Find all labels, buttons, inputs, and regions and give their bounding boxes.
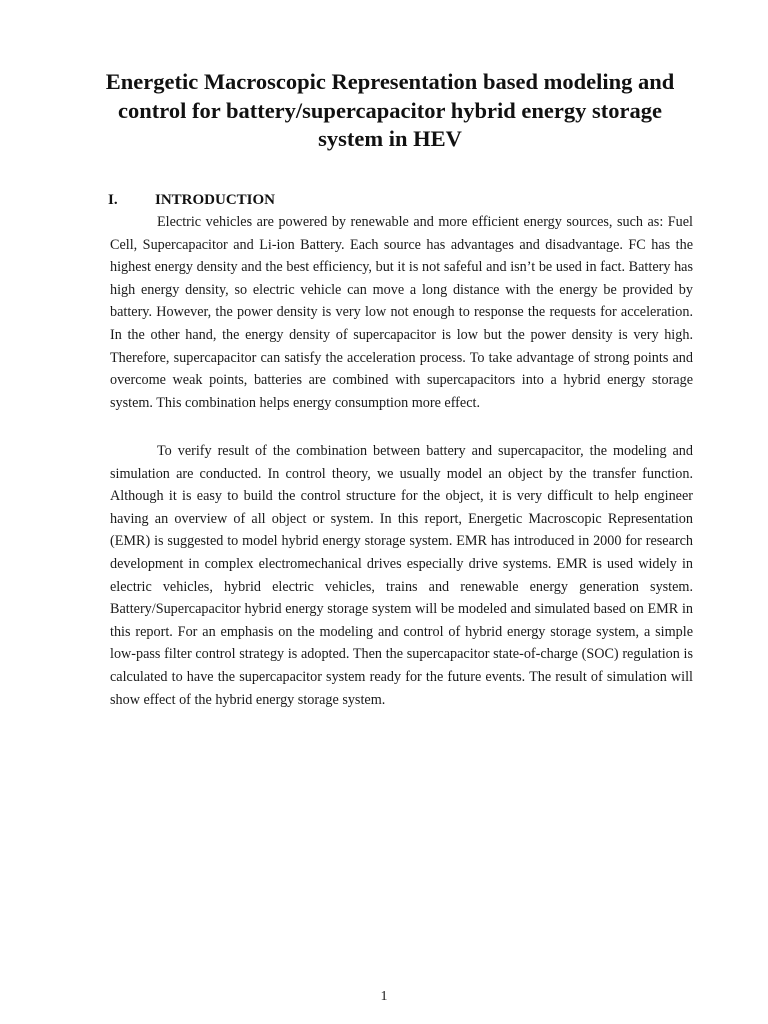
body-paragraph: Electric vehicles are powered by renewable and more efficient energy sources, such as: Fuel Cell, Supercapacitor and Li-ion Battery. Each source has advantages and disadvantage. FC has the highest energy density and the best efficiency, but it is not safeful and isn’t be used in fact. Battery has high energy density, so electric vehicle can move a long distance with the energy be provided by battery. However, the power density is very low not enough to response the requests for acceleration. In the other hand, the energy density of supercapacitor is low but the power density is very high. Therefore, supercapacitor can satisfy the acceleration process. To take advantage of strong points and overcome weak points, batteries are combined with supercapacitors into a hybrid energy storage system. This combination helps energy consumption more effect.	[110, 214, 693, 411]
section-heading	[108, 190, 275, 210]
page-number: 1	[380, 989, 388, 1004]
section-number: I.	[108, 192, 118, 208]
body-paragraph: To verify result of the combination between battery and supercapacitor, the modeling and simulation are conducted. In control theory, we usually model an object by the transfer function. Although it is easy to build the control structure for the object, it is very difficult to help engineer having an overview of all object or system. In this report, Energetic Macroscopic Representation (EMR) is suggested to model hybrid energy storage system. EMR has introduced in 2000 for research development in complex electromechanical drives especially drive systems. EMR is used widely in electric vehicles, hybrid electric vehicles, trains and renewable energy generation system. Battery/Supercapacitor hybrid energy storage system will be modeled and simulated based on EMR in this report. For an emphasis on the modeling and control of hybrid energy storage system, a simple low-pass filter control strategy is adopted. Then the supercapacitor state-of-charge (SOC) regulation is calculated to have the supercapacitor system ready for the future events. The result of simulation will show effect of the hybrid energy storage system.	[110, 443, 693, 708]
section-title: INTRODUCTION	[155, 192, 276, 208]
document-title: Energetic Macroscopic Representation based modeling and control for battery/supercapacitor hybrid energy storage system in HEV	[105, 69, 675, 151]
